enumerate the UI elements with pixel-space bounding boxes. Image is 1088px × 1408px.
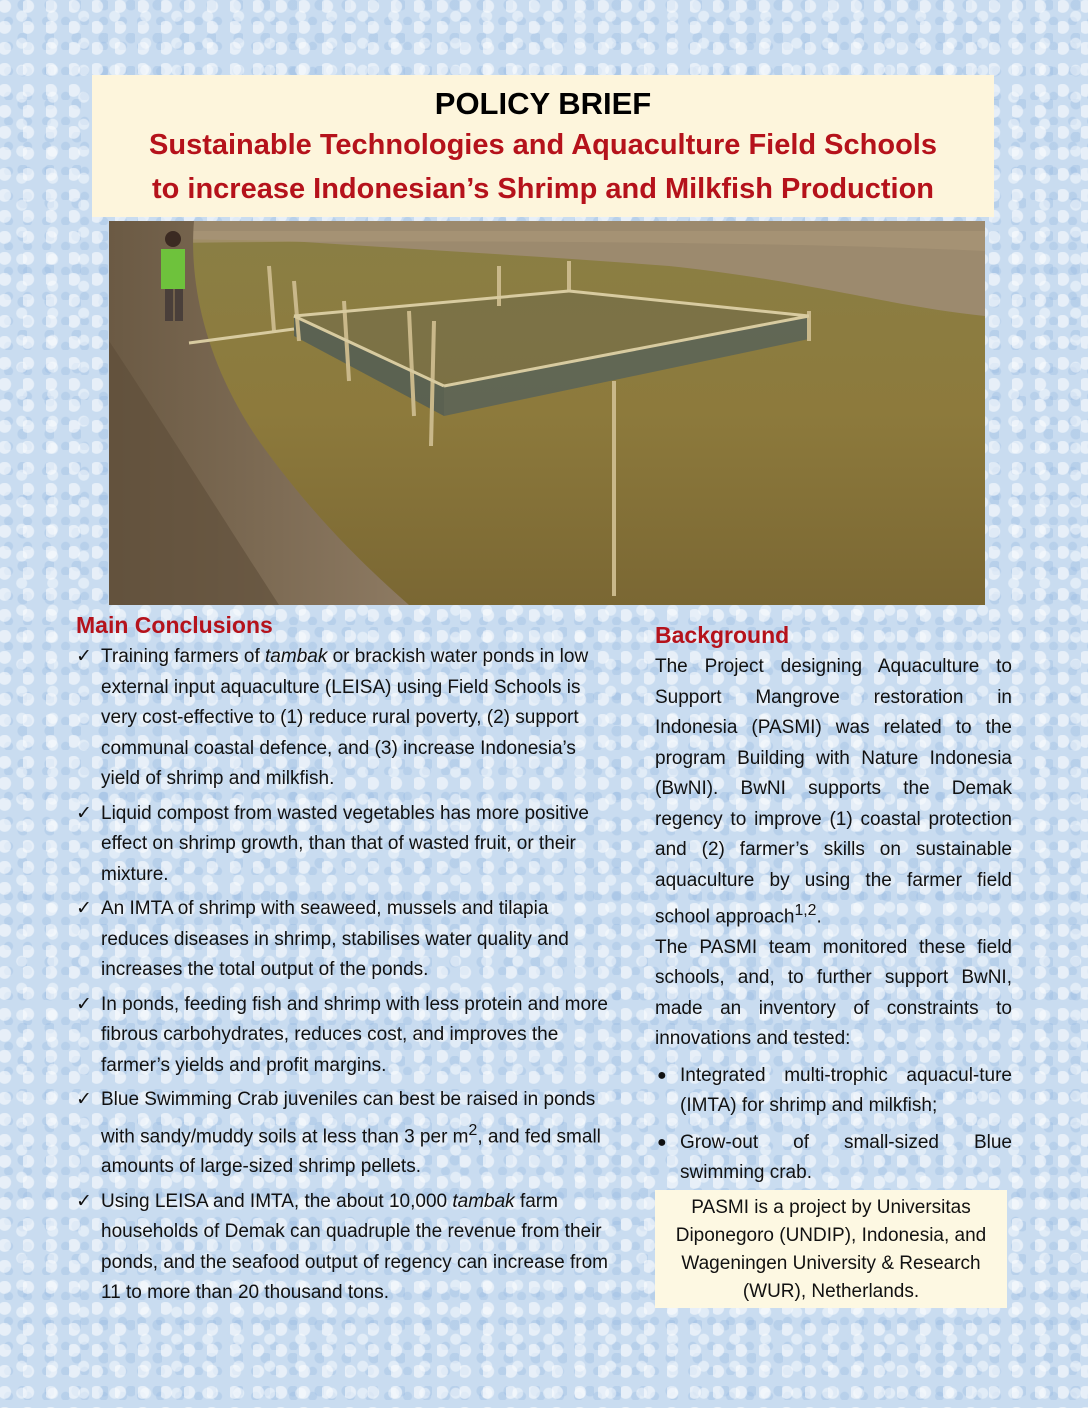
header-banner	[92, 75, 994, 217]
list-item: ✓ An IMTA of shrimp with seaweed, mussels and tilapia reduces diseases in shrimp, stabilises water quality and increases the total output of the ponds.	[76, 894, 616, 986]
list-item: ✓ In ponds, feeding fish and shrimp with less protein and more fibrous carbohydrates, reduces cost, and improves the farmer’s yields and profit margins.	[76, 990, 616, 1082]
bullet-dot-icon: ●	[657, 1066, 667, 1084]
list-item: ● Integrated multi-trophic aquacul-ture (IMTA) for shrimp and milkfish;	[655, 1061, 1012, 1122]
pond-photo	[109, 221, 985, 605]
check-mark-icon: ✓	[76, 646, 92, 667]
background-heading: Background	[655, 622, 790, 648]
background-paragraph-1: The Project designing Aquaculture to Support Mangrove restoration in Indonesia (PASMI) was related to the program Building with Nature Indonesia (BwNI). BwNI supports the Demak regency to improve (1) coastal protection and (2) farmer’s skills on sustainable aquaculture by using the farmer field school approach$^{1,2}$.	[655, 656, 1012, 928]
list-item: ✓ Training farmers of tambak or brackish water ponds in low external input aquaculture (LEISA) using Field Schools is very cost-effective to (1) reduce rural poverty, (2) support communal coastal defence, and (3) increase Indonesia’s yield of shrimp and milkfish.	[76, 642, 616, 795]
check-mark-icon: ✓	[76, 802, 92, 824]
check-mark-icon: ✓	[76, 898, 92, 919]
bullet-dot-icon: ●	[657, 1133, 667, 1151]
check-mark-icon: ✓	[76, 1089, 92, 1110]
partner-info-box: PASMI is a project by Universitas Diponegoro (UNDIP), Indonesia, and Wageningen University & Research (WUR), Netherlands.	[655, 1190, 1007, 1308]
main-conclusions-list	[76, 642, 616, 1313]
background-paragraph-2: The PASMI team monitored these field schools, and, to further support BwNI, made an inventory of constraints to innovations and tested:	[655, 936, 1012, 1050]
page-title-line-2: to increase Indonesian’s Shrimp and Milkfish Production	[151, 173, 935, 205]
check-mark-icon: ✓	[76, 993, 92, 1015]
document-type: POLICY BRIEF	[434, 86, 652, 121]
list-item: ✓ Using LEISA and IMTA, the about 10,000 tambak farm households of Demak can quadruple the revenue from their ponds, and the seafood output of regency can increase from 11 to more than 20 thousand tons.	[76, 1187, 616, 1309]
list-item: ● Grow-out of small-sized Blue swimming crab.	[655, 1128, 1012, 1189]
background-section	[655, 652, 1012, 1195]
list-item: ✓ Blue Swimming Crab juveniles can best be raised in ponds with sandy/muddy soils at less than 3 per $m^2$, and fed small amounts of large-sized shrimp pellets.	[76, 1085, 616, 1183]
page-title-line-1: Sustainable Technologies and Aquaculture Field Schools	[149, 129, 937, 161]
check-mark-icon: ✓	[76, 1190, 92, 1212]
list-item: ✓ Liquid compost from wasted vegetables has more positive effect on shrimp growth, than that of wasted fruit, or their mixture.	[76, 799, 616, 891]
background-bullet-list	[655, 1061, 1012, 1189]
main-conclusions-heading: Main Conclusions	[76, 612, 273, 638]
